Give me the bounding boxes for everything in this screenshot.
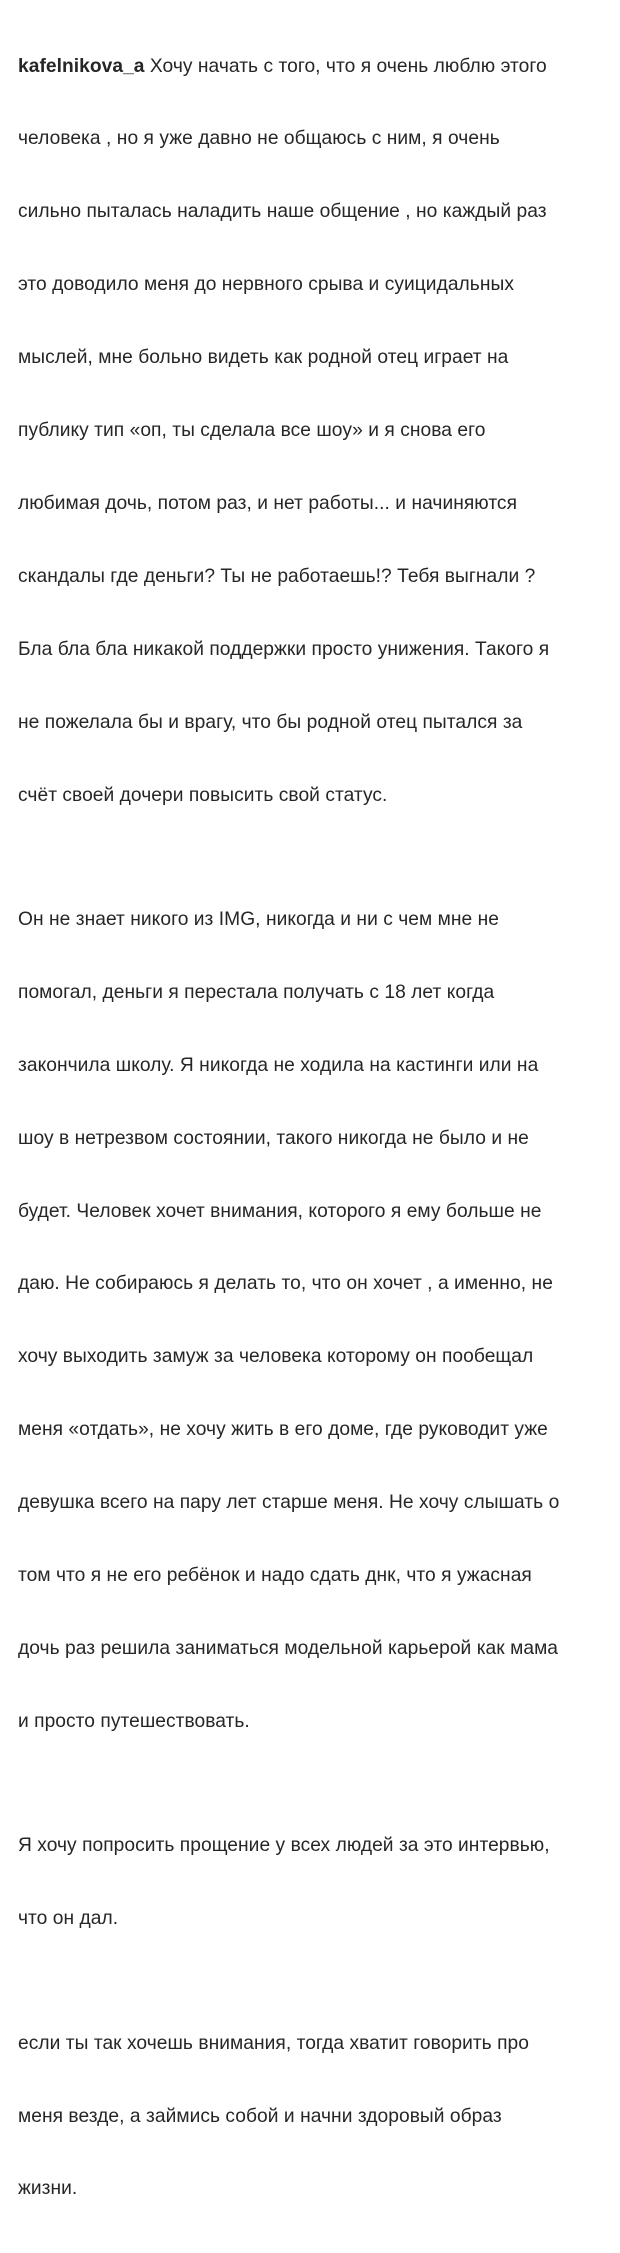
caption-line: любимая дочь, потом раз, и нет работы... и начиняются (18, 492, 518, 514)
caption-line: счёт своей дочери повысить свой статус. (18, 784, 388, 806)
caption-line: девушка всего на пару лет старше меня. Не хочу слышать о (18, 1492, 560, 1514)
caption-text: Хочу начать с того, что я очень люблю этого (144, 55, 547, 77)
caption-paragraph-4 (18, 1983, 606, 2250)
caption-line: помогал, деньги я перестала получать с 18 лет когда (18, 981, 495, 1003)
caption-line: меня «отдать», не хочу жить в его доме, где руководит уже (18, 1419, 548, 1441)
caption-line: и просто путешествовать. (18, 1710, 250, 1732)
caption-line: скандалы где деньги? Ты не работаешь!? Тебя выгнали ? (18, 565, 536, 587)
caption-line: дочь раз решила заниматься модельной карьерой как мама (18, 1637, 559, 1659)
caption-line: хочу выходить замуж за человека которому он пообещал (18, 1346, 534, 1368)
username-link[interactable]: kafelnikova_a (18, 55, 145, 77)
post-caption (18, 6, 606, 2253)
caption-line: меня везде, а займись собой и начни здоровый образ (18, 2105, 502, 2127)
caption-line: шоу в нетрезвом состоянии, такого никогда не было и не (18, 1127, 529, 1149)
caption-line: жизни. (18, 2178, 78, 2200)
caption-line: Он не знает никого из IMG, никогда и ни с чем мне не (18, 908, 499, 930)
caption-line: человека , но я уже давно не общаюсь с ним, я очень (18, 128, 500, 150)
caption-line: Я хочу попросить прощение у всех людей за это интервью, (18, 1835, 550, 1857)
caption-line: сильно пыталась наладить наше общение , но каждый раз (18, 201, 547, 223)
caption-paragraph-3 (18, 1786, 606, 1980)
caption-paragraph-2 (18, 859, 606, 1782)
caption-line: будет. Человек хочет внимания, которого я ему больше не (18, 1200, 542, 1222)
caption-line: даю. Не собираюсь я делать то, что он хочет , а именно, не (18, 1273, 553, 1295)
caption-line: Бла бла бла никакой поддержки просто унижения. Такого я (18, 638, 550, 660)
caption-line: том что я не его ребёнок и надо сдать днк, что я ужасная (18, 1565, 532, 1586)
caption-line: закончила школу. Я никогда не ходила на кастинги или на (18, 1054, 539, 1076)
caption-line: если ты так хочешь внимания, тогда хватит говорить про (18, 2032, 529, 2054)
caption-paragraph-1 (18, 6, 606, 856)
caption-line: это доводило меня до нервного срыва и суицидальных (18, 274, 514, 296)
caption-line: мыслей, мне больно видеть как родной отец играет на (18, 347, 509, 369)
caption-line (18, 55, 606, 79)
caption-line: не пожелала бы и врагу, что бы родной отец пытался за (18, 711, 523, 733)
caption-line: публику тип «оп, ты сделала все шоу» и я снова его (18, 420, 486, 442)
caption-line: что он дал. (18, 1908, 119, 1930)
